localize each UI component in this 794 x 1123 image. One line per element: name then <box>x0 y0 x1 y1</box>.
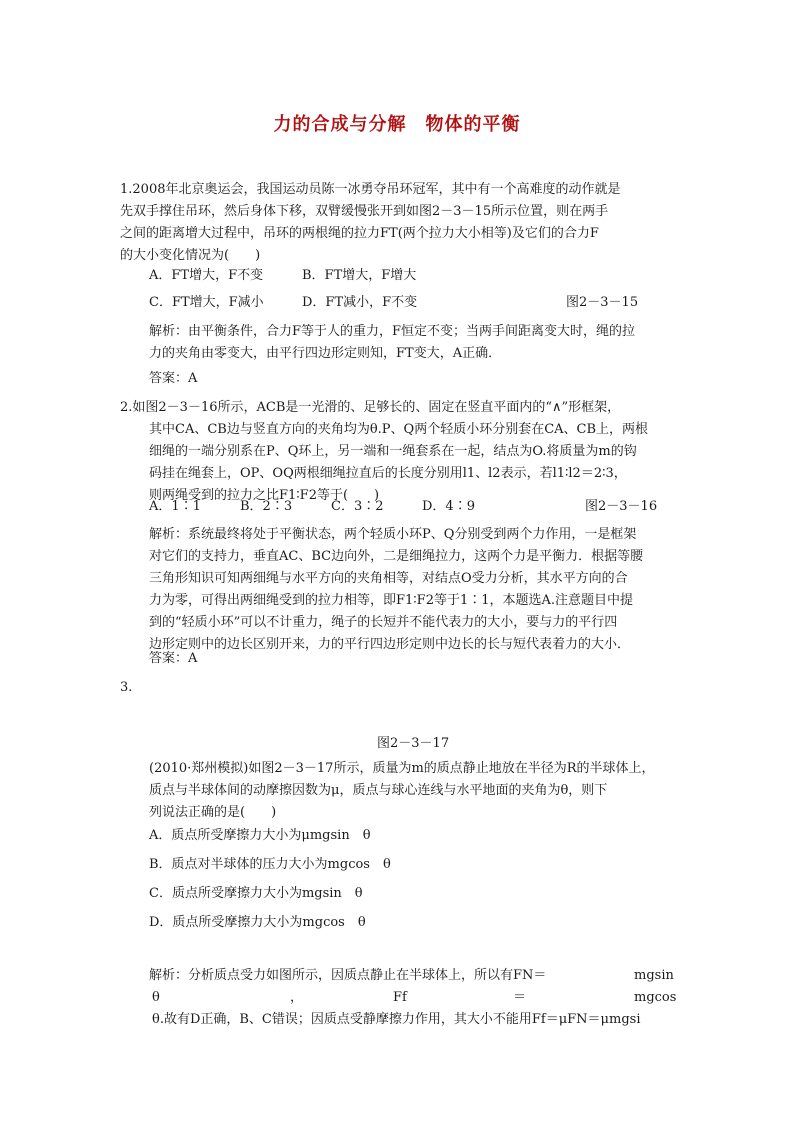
q2-analysis-line-3: 三角形知识可知两细绳与水平方向的夹角相等，对结点O受力分析，其水平方向的合 <box>149 571 628 586</box>
q2-stem-line-5: 则两绳受到的拉力之比F1∶F2等于( ) <box>149 488 380 503</box>
q3-analysis-line-1: 解析：分析质点受力如图所示，因质点静止在半球体上，所以有FN＝ <box>149 968 547 983</box>
q2-stem-line-4: 码挂在绳套上，OP、OQ两根细绳拉直后的长度分别用l1、l2表示，若l1∶l2＝2∶3， <box>149 466 627 481</box>
q1-figure-label: 图2－3－15 <box>566 295 639 310</box>
q2-figure-label: 图2－3－16 <box>585 499 658 514</box>
q3-option-c: C．质点所受摩擦力大小为mgsin θ <box>149 886 363 901</box>
q3-analysis-line-2-a: θ <box>152 990 160 1005</box>
q1-answer: 答案：A <box>149 371 198 386</box>
q1-option-d: D．FT减小，F不变 <box>302 295 418 310</box>
q1-option-c: C．FT增大，F减小 <box>149 295 264 310</box>
q1-analysis-line-1: 解析：由平衡条件，合力F等于人的重力，F恒定不变；当两手间距离变大时，绳的拉 <box>149 324 636 339</box>
q1-stem-line-3: 之间的距离增大过程中，吊环的两根绳的拉力FT(两个拉力大小相等)及它们的合力F <box>120 226 599 241</box>
q2-option-b: B．2∶3 <box>240 499 293 514</box>
q2-option-a: A．1∶1 <box>149 499 201 514</box>
q3-figure-label: 图2－3－17 <box>377 736 450 751</box>
q2-analysis-line-1: 解析：系统最终将处于平衡状态，两个轻质小环P、Q分别受到两个力作用，一是框架 <box>149 527 637 542</box>
q3-stem-line-1: (2010·郑州模拟)如图2－3－17所示，质量为m的质点静止地放在半径为R的半球体上， <box>149 761 655 776</box>
q3-analysis-line-2-c: Ff <box>393 990 407 1005</box>
q3-option-b: B．质点对半球体的压力大小为mgcos θ <box>149 857 391 872</box>
q3-analysis-line-3: θ.故有D正确，B、C错误；因质点受静摩擦力作用，其大小不能用Ff＝μFN＝μmgsi <box>152 1012 641 1027</box>
q3-analysis-line-2-d: ＝ <box>513 990 527 1005</box>
q1-stem-line-2: 先双手撑住吊环，然后身体下移，双臂缓慢张开到如图2－3－15所示位置，则在两手 <box>120 204 609 219</box>
page-title: 力的合成与分解 物体的平衡 <box>273 114 521 135</box>
q2-stem-line-3: 细绳的一端分别系在P、Q环上，另一端和一绳套系在一起，结点为O.将质量为m的钩 <box>149 444 637 459</box>
q1-option-a: A．FT增大，F不变 <box>149 268 264 283</box>
q2-analysis-line-5: 到的“轻质小环”可以不计重力，绳子的长短并不能代表力的大小，要与力的平行四 <box>149 615 618 630</box>
q2-answer: 答案：A <box>149 651 198 666</box>
q1-stem-line-4: 的大小变化情况为( ) <box>120 248 261 263</box>
q2-analysis-line-4: 力为零，可得出两细绳受到的拉力相等，即F1∶F2等于1∶1，本题选A.注意题目中提 <box>149 593 634 608</box>
q3-analysis-line-1-end: mgsin <box>634 968 674 983</box>
q3-analysis-line-2-b: ， <box>290 990 304 1005</box>
q2-option-d: D．4∶9 <box>422 499 475 514</box>
q2-analysis-line-6: 边形定则中的边长区别开来，力的平行四边形定则中边长的长与短代表着力的大小． <box>149 637 631 652</box>
q3-number: 3. <box>120 680 133 695</box>
q3-option-a: A．质点所受摩擦力大小为μmgsin θ <box>149 828 371 843</box>
q1-analysis-line-2: 力的夹角由零变大，由平行四边形定则知，FT变大，A正确． <box>149 346 502 361</box>
q3-analysis-line-2-e: mgcos <box>634 990 677 1005</box>
q2-option-c: C．3∶2 <box>331 499 384 514</box>
q2-stem-line-1: 2.如图2－3－16所示，ACB是一光滑的、足够长的、固定在竖直平面内的“∧”形框架， <box>120 400 621 415</box>
q1-option-b: B．FT增大，F增大 <box>302 268 417 283</box>
q2-stem-line-2: 其中CA、CB边与竖直方向的夹角均为θ.P、Q两个轻质小环分别套在CA、CB上，两根 <box>149 422 649 437</box>
q3-stem-line-3: 列说法正确的是( ) <box>149 805 277 820</box>
q3-option-d: D．质点所受摩擦力大小为mgcos θ <box>149 915 366 930</box>
q1-stem-line-1: 1.2008年北京奥运会，我国运动员陈一冰勇夺吊环冠军，其中有一个高难度的动作就是 <box>120 182 621 197</box>
q2-analysis-line-2: 对它们的支持力，垂直AC、BC边向外，二是细绳拉力，这两个力是平衡力．根据等腰 <box>149 549 644 564</box>
q3-stem-line-2: 质点与半球体间的动摩擦因数为μ，质点与球心连线与水平地面的夹角为θ，则下 <box>149 783 608 798</box>
